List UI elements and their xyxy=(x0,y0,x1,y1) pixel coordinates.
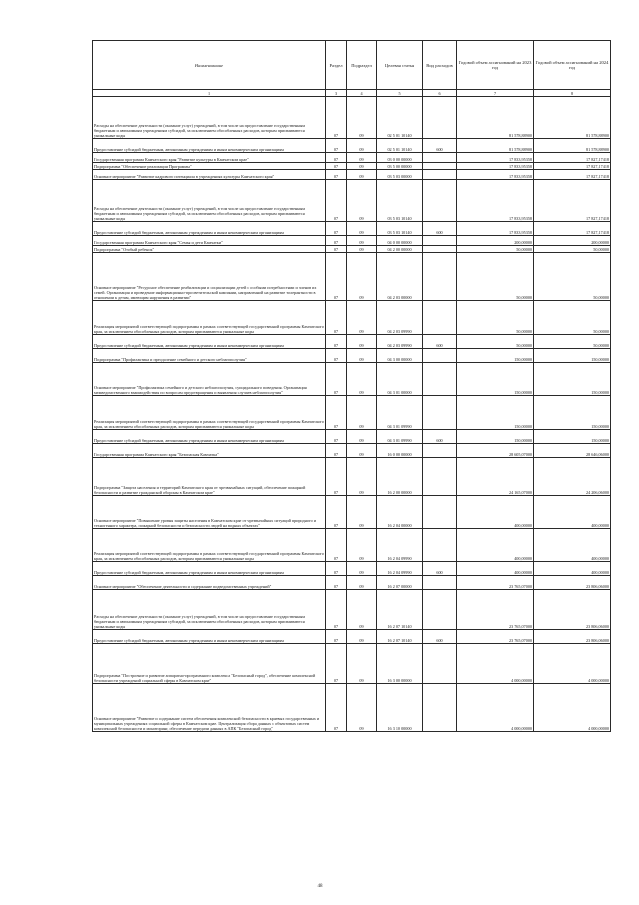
row-name: Реализация мероприятий соответствующей подпрограммы в рамках соответствующей государственной программы Камчатского края, за исключением обособленных расходов, которым присваиваются уникальные коды xyxy=(93,396,326,430)
header-subsection: Подраздел xyxy=(347,41,377,90)
row-expense-type: 600 xyxy=(423,562,457,576)
row-expense-type xyxy=(423,363,457,396)
row-target: 03 5 03 10140 xyxy=(377,180,423,222)
row-section: 07 xyxy=(326,644,347,684)
row-section: 07 xyxy=(326,349,347,363)
row-subsection: 09 xyxy=(347,153,377,163)
table-row xyxy=(93,576,611,590)
row-expense-type xyxy=(423,153,457,163)
row-name: Предоставление субсидий бюджетным, автономным учреждениям и иным некоммерческим организациям xyxy=(93,139,326,153)
row-target: 04 2 03 00000 xyxy=(377,253,423,301)
table-row xyxy=(93,349,611,363)
row-target: 03 5 00 00000 xyxy=(377,163,423,170)
row-target: 04 3 01 00000 xyxy=(377,363,423,396)
table-row xyxy=(93,246,611,253)
row-name: Подпрограмма "Профилактика и преодоление семейного и детского неблагополучия" xyxy=(93,349,326,363)
row-expense-type: 600 xyxy=(423,139,457,153)
row-subsection: 09 xyxy=(347,163,377,170)
column-number: 1 xyxy=(93,90,326,97)
row-expense-type xyxy=(423,576,457,590)
row-2024: 17 827,17418 xyxy=(534,163,611,170)
row-section: 07 xyxy=(326,529,347,562)
row-name: Государственная программа Камчатского края "Семья и дети Камчатки" xyxy=(93,236,326,246)
row-subsection: 09 xyxy=(347,180,377,222)
row-expense-type xyxy=(423,349,457,363)
row-2023: 4 000,00000 xyxy=(457,684,534,732)
row-2023: 28 605,07000 xyxy=(457,444,534,458)
row-subsection: 09 xyxy=(347,396,377,430)
row-target: 04 2 00 00000 xyxy=(377,246,423,253)
row-2024: 81 578,88900 xyxy=(534,139,611,153)
table-row xyxy=(93,170,611,180)
row-2023: 17 833,95358 xyxy=(457,170,534,180)
row-2023: 150,00000 xyxy=(457,430,534,444)
row-target: 16 2 07 10140 xyxy=(377,630,423,644)
row-subsection: 09 xyxy=(347,576,377,590)
table-row xyxy=(93,684,611,732)
row-name: Реализация мероприятий соответствующей подпрограммы в рамках соответствующей государственной программы Камчатского края, за исключением обособленных расходов, которым присваиваются уникальные коды xyxy=(93,301,326,335)
row-subsection: 09 xyxy=(347,246,377,253)
row-2023: 17 833,95358 xyxy=(457,163,534,170)
table-row xyxy=(93,644,611,684)
row-subsection: 09 xyxy=(347,222,377,236)
row-section: 07 xyxy=(326,222,347,236)
row-expense-type xyxy=(423,496,457,529)
row-section: 07 xyxy=(326,458,347,496)
row-section: 07 xyxy=(326,253,347,301)
row-section: 07 xyxy=(326,163,347,170)
row-section: 07 xyxy=(326,430,347,444)
row-expense-type: 600 xyxy=(423,630,457,644)
row-expense-type xyxy=(423,684,457,732)
row-2023: 150,00000 xyxy=(457,349,534,363)
header-target: Целевая статья xyxy=(377,41,423,90)
row-2023: 50,00000 xyxy=(457,301,534,335)
header-row xyxy=(93,41,611,90)
table-row xyxy=(93,496,611,529)
row-2023: 23 765,07000 xyxy=(457,630,534,644)
row-expense-type xyxy=(423,246,457,253)
row-subsection: 09 xyxy=(347,170,377,180)
row-2024: 23 806,06000 xyxy=(534,590,611,630)
table-row xyxy=(93,253,611,301)
row-2024: 400,00000 xyxy=(534,562,611,576)
row-subsection: 09 xyxy=(347,139,377,153)
row-expense-type: 600 xyxy=(423,335,457,349)
table-row xyxy=(93,396,611,430)
row-section: 07 xyxy=(326,363,347,396)
row-expense-type xyxy=(423,644,457,684)
column-number: 6 xyxy=(423,90,457,97)
row-name: Расходы на обеспечение деятельности (оказание услуг) учреждений, в том числе на предоставление государственным бюджетным и автономным учреждениям субсидий, за исключением обособленных расходов, которым присваиваются уникальные коды xyxy=(93,180,326,222)
row-section: 07 xyxy=(326,153,347,163)
row-section: 07 xyxy=(326,236,347,246)
row-expense-type: 600 xyxy=(423,430,457,444)
table-row xyxy=(93,222,611,236)
row-subsection: 09 xyxy=(347,335,377,349)
row-subsection: 09 xyxy=(347,236,377,246)
row-section: 07 xyxy=(326,170,347,180)
table-row xyxy=(93,630,611,644)
table-row xyxy=(93,458,611,496)
row-2023: 50,00000 xyxy=(457,253,534,301)
row-target: 16 2 07 10140 xyxy=(377,590,423,630)
header-section: Раздел xyxy=(326,41,347,90)
row-2024: 150,00000 xyxy=(534,396,611,430)
header-name: Наименование xyxy=(93,41,326,90)
row-2023: 23 765,07000 xyxy=(457,576,534,590)
row-target: 04 2 03 09990 xyxy=(377,301,423,335)
row-section: 07 xyxy=(326,562,347,576)
row-target: 16 0 00 00000 xyxy=(377,444,423,458)
row-section: 07 xyxy=(326,396,347,430)
table-row xyxy=(93,163,611,170)
table-row xyxy=(93,363,611,396)
row-expense-type xyxy=(423,236,457,246)
row-2024: 50,00000 xyxy=(534,335,611,349)
row-target: 16 2 04 09990 xyxy=(377,562,423,576)
row-section: 07 xyxy=(326,180,347,222)
row-2023: 150,00000 xyxy=(457,363,534,396)
row-2023: 81 578,88900 xyxy=(457,97,534,139)
row-target: 16 3 10 00000 xyxy=(377,684,423,732)
row-expense-type xyxy=(423,529,457,562)
row-expense-type: 600 xyxy=(423,222,457,236)
row-2024: 4 000,00000 xyxy=(534,684,611,732)
row-subsection: 09 xyxy=(347,458,377,496)
row-target: 04 0 00 00000 xyxy=(377,236,423,246)
row-2024: 150,00000 xyxy=(534,349,611,363)
row-name: Основное мероприятие "Развитие кадрового потенциала в учреждениях культуры Камчатского края" xyxy=(93,170,326,180)
header-2024: Годовой объем ассигнований на 2024 год xyxy=(534,41,611,90)
row-target: 03 5 03 10140 xyxy=(377,222,423,236)
row-subsection: 09 xyxy=(347,444,377,458)
row-2024: 24 206,06000 xyxy=(534,458,611,496)
row-target: 03 5 03 00000 xyxy=(377,170,423,180)
row-expense-type xyxy=(423,180,457,222)
row-subsection: 09 xyxy=(347,363,377,396)
row-target: 16 2 07 00000 xyxy=(377,576,423,590)
row-2023: 4 000,00000 xyxy=(457,644,534,684)
row-name: Расходы на обеспечение деятельности (оказание услуг) учреждений, в том числе на предоставление государственным бюджетным и автономным учреждениям субсидий, за исключением обособленных расходов, которым присваиваются уникальные коды xyxy=(93,97,326,139)
page-number: 48 xyxy=(317,884,323,889)
table-row xyxy=(93,97,611,139)
row-section: 07 xyxy=(326,335,347,349)
row-name: Подпрограмма "Отобый ребенок" xyxy=(93,246,326,253)
row-2023: 50,00000 xyxy=(457,246,534,253)
row-name: Подпрограмма "Построение и развитие аппаратно-программного комплекса "Безопасный город", обеспечение комплексной безопасности учреждений социальной сферы в Камчатском крае" xyxy=(93,644,326,684)
row-name: Подпрограмма "Защита населения и территорий Камчатского края от чрезвычайных ситуаций, обеспечение пожарной безопасности и развитие гражданской обороны в Камчатском крае" xyxy=(93,458,326,496)
row-target: 03 0 00 00000 xyxy=(377,153,423,163)
row-subsection: 09 xyxy=(347,430,377,444)
row-target: 04 3 00 00000 xyxy=(377,349,423,363)
row-2023: 150,00000 xyxy=(457,396,534,430)
row-subsection: 09 xyxy=(347,630,377,644)
row-2023: 50,00000 xyxy=(457,335,534,349)
row-expense-type xyxy=(423,396,457,430)
row-name: Расходы на обеспечение деятельности (оказание услуг) учреждений, в том числе на предоставление государственным бюджетным и автономным учреждениям субсидий, за исключением обособленных расходов, которым присваиваются уникальные коды xyxy=(93,590,326,630)
table-row xyxy=(93,236,611,246)
row-2024: 200,00000 xyxy=(534,236,611,246)
row-target: 16 2 04 09990 xyxy=(377,529,423,562)
row-2023: 400,00000 xyxy=(457,529,534,562)
column-number: 8 xyxy=(534,90,611,97)
row-target: 02 5 01 10140 xyxy=(377,139,423,153)
row-subsection: 09 xyxy=(347,349,377,363)
header-expense-type: Вид расходов xyxy=(423,41,457,90)
row-name: Основное мероприятие "Обеспечение деятельности и содержание подведомственных учреждений" xyxy=(93,576,326,590)
row-name: Государственная программа Камчатского края "Развитие культуры в Камчатском крае" xyxy=(93,153,326,163)
row-target: 16 2 04 00000 xyxy=(377,496,423,529)
row-2023: 23 765,07000 xyxy=(457,590,534,630)
row-section: 07 xyxy=(326,684,347,732)
row-target: 16 2 00 00000 xyxy=(377,458,423,496)
row-2024: 400,00000 xyxy=(534,529,611,562)
row-name: Реализация мероприятий соответствующей подпрограммы в рамках соответствующей государственной программы Камчатского края, за исключением обособленных расходов, которым присваиваются уникальные коды xyxy=(93,529,326,562)
row-name: Основное мероприятие "Ресурсное обеспечение реабилитации и социализации детей с особыми потребностями и членов их семей. Организация и проведение информационно-просветительской кампании, направленной на развитие толерантности в отношении к детям, имеющим нарушения в развитии" xyxy=(93,253,326,301)
table-row xyxy=(93,180,611,222)
row-2024: 23 806,06000 xyxy=(534,576,611,590)
row-name: Основное мероприятие "Развитие и содержание систем обеспечения комплексной безопасности в краевых государственных и муниципальных учреждениях социальной сферы в Камчатском крае. Централизация сбора данных с объектовых систем комплексной безопасности и мониторинг, обеспечение передачи данных в АПК "Безопасный город" xyxy=(93,684,326,732)
row-subsection: 09 xyxy=(347,496,377,529)
row-section: 07 xyxy=(326,576,347,590)
row-2023: 400,00000 xyxy=(457,496,534,529)
row-2024: 17 827,17418 xyxy=(534,170,611,180)
row-2023: 400,00000 xyxy=(457,562,534,576)
row-target: 16 3 00 00000 xyxy=(377,644,423,684)
row-subsection: 09 xyxy=(347,301,377,335)
row-section: 07 xyxy=(326,444,347,458)
row-2024: 28 646,06000 xyxy=(534,444,611,458)
row-name: Предоставление субсидий бюджетным, автономным учреждениям и иным некоммерческим организациям xyxy=(93,430,326,444)
row-2024: 81 578,88900 xyxy=(534,97,611,139)
row-2023: 200,00000 xyxy=(457,236,534,246)
row-2024: 4 000,00000 xyxy=(534,644,611,684)
row-section: 07 xyxy=(326,630,347,644)
row-name: Государственная программа Камчатского края "Безопасная Камчатка" xyxy=(93,444,326,458)
row-2024: 17 827,17418 xyxy=(534,222,611,236)
row-subsection: 09 xyxy=(347,253,377,301)
table-row xyxy=(93,444,611,458)
row-2024: 17 827,17418 xyxy=(534,153,611,163)
row-2024: 150,00000 xyxy=(534,363,611,396)
column-number: 4 xyxy=(347,90,377,97)
row-section: 07 xyxy=(326,246,347,253)
row-2024: 23 806,06000 xyxy=(534,630,611,644)
row-section: 07 xyxy=(326,496,347,529)
row-expense-type xyxy=(423,97,457,139)
row-expense-type xyxy=(423,590,457,630)
row-name: Предоставление субсидий бюджетным, автономным учреждениям и иным некоммерческим организациям xyxy=(93,222,326,236)
row-target: 04 3 01 09990 xyxy=(377,396,423,430)
row-name: Основное мероприятие "Профилактика семейного и детского неблагополучия, суицидального поведения. Организация межведомственного взаимодействия по вопросам предотвращения и выявления случаев неблагополучия" xyxy=(93,363,326,396)
row-name: Основное мероприятие "Повышение уровня защиты населения в Камчатском крае от чрезвычайных ситуаций природного и техногенного характера, пожарной безопасности и безопасности людей на водных объектах" xyxy=(93,496,326,529)
row-subsection: 09 xyxy=(347,97,377,139)
row-2023: 17 833,95358 xyxy=(457,153,534,163)
row-expense-type xyxy=(423,444,457,458)
column-number: 3 xyxy=(326,90,347,97)
row-expense-type xyxy=(423,458,457,496)
table-row xyxy=(93,562,611,576)
row-2023: 81 578,88900 xyxy=(457,139,534,153)
row-name: Предоставление субсидий бюджетным, автономным учреждениям и иным некоммерческим организациям xyxy=(93,630,326,644)
row-section: 07 xyxy=(326,301,347,335)
table-row xyxy=(93,153,611,163)
row-2024: 50,00000 xyxy=(534,246,611,253)
row-name: Предоставление субсидий бюджетным, автономным учреждениям и иным некоммерческим организациям xyxy=(93,562,326,576)
table-row xyxy=(93,139,611,153)
row-target: 04 3 01 09990 xyxy=(377,430,423,444)
table-row xyxy=(93,529,611,562)
row-2023: 17 833,95358 xyxy=(457,222,534,236)
row-subsection: 09 xyxy=(347,644,377,684)
table-row xyxy=(93,335,611,349)
table-row xyxy=(93,590,611,630)
row-2024: 17 827,17418 xyxy=(534,180,611,222)
row-expense-type xyxy=(423,163,457,170)
row-subsection: 09 xyxy=(347,562,377,576)
row-expense-type xyxy=(423,170,457,180)
row-expense-type xyxy=(423,253,457,301)
row-subsection: 09 xyxy=(347,590,377,630)
row-subsection: 09 xyxy=(347,684,377,732)
row-section: 07 xyxy=(326,590,347,630)
table-row xyxy=(93,301,611,335)
column-number: 5 xyxy=(377,90,423,97)
row-2024: 150,00000 xyxy=(534,430,611,444)
row-expense-type xyxy=(423,301,457,335)
row-target: 04 2 03 09990 xyxy=(377,335,423,349)
row-2024: 50,00000 xyxy=(534,301,611,335)
row-section: 07 xyxy=(326,97,347,139)
column-number: 7 xyxy=(457,90,534,97)
row-section: 07 xyxy=(326,139,347,153)
row-2023: 24 165,07000 xyxy=(457,458,534,496)
column-number-row xyxy=(93,90,611,97)
row-2023: 17 833,95358 xyxy=(457,180,534,222)
row-subsection: 09 xyxy=(347,529,377,562)
header-2023: Годовой объем ассигнований на 2023 год xyxy=(457,41,534,90)
row-name: Предоставление субсидий бюджетным, автономным учреждениям и иным некоммерческим организациям xyxy=(93,335,326,349)
row-2024: 400,00000 xyxy=(534,496,611,529)
row-2024: 50,00000 xyxy=(534,253,611,301)
table-row xyxy=(93,430,611,444)
row-name: Подпрограмма "Обеспечение реализации Программы" xyxy=(93,163,326,170)
row-target: 02 5 01 10140 xyxy=(377,97,423,139)
budget-table xyxy=(92,40,611,732)
